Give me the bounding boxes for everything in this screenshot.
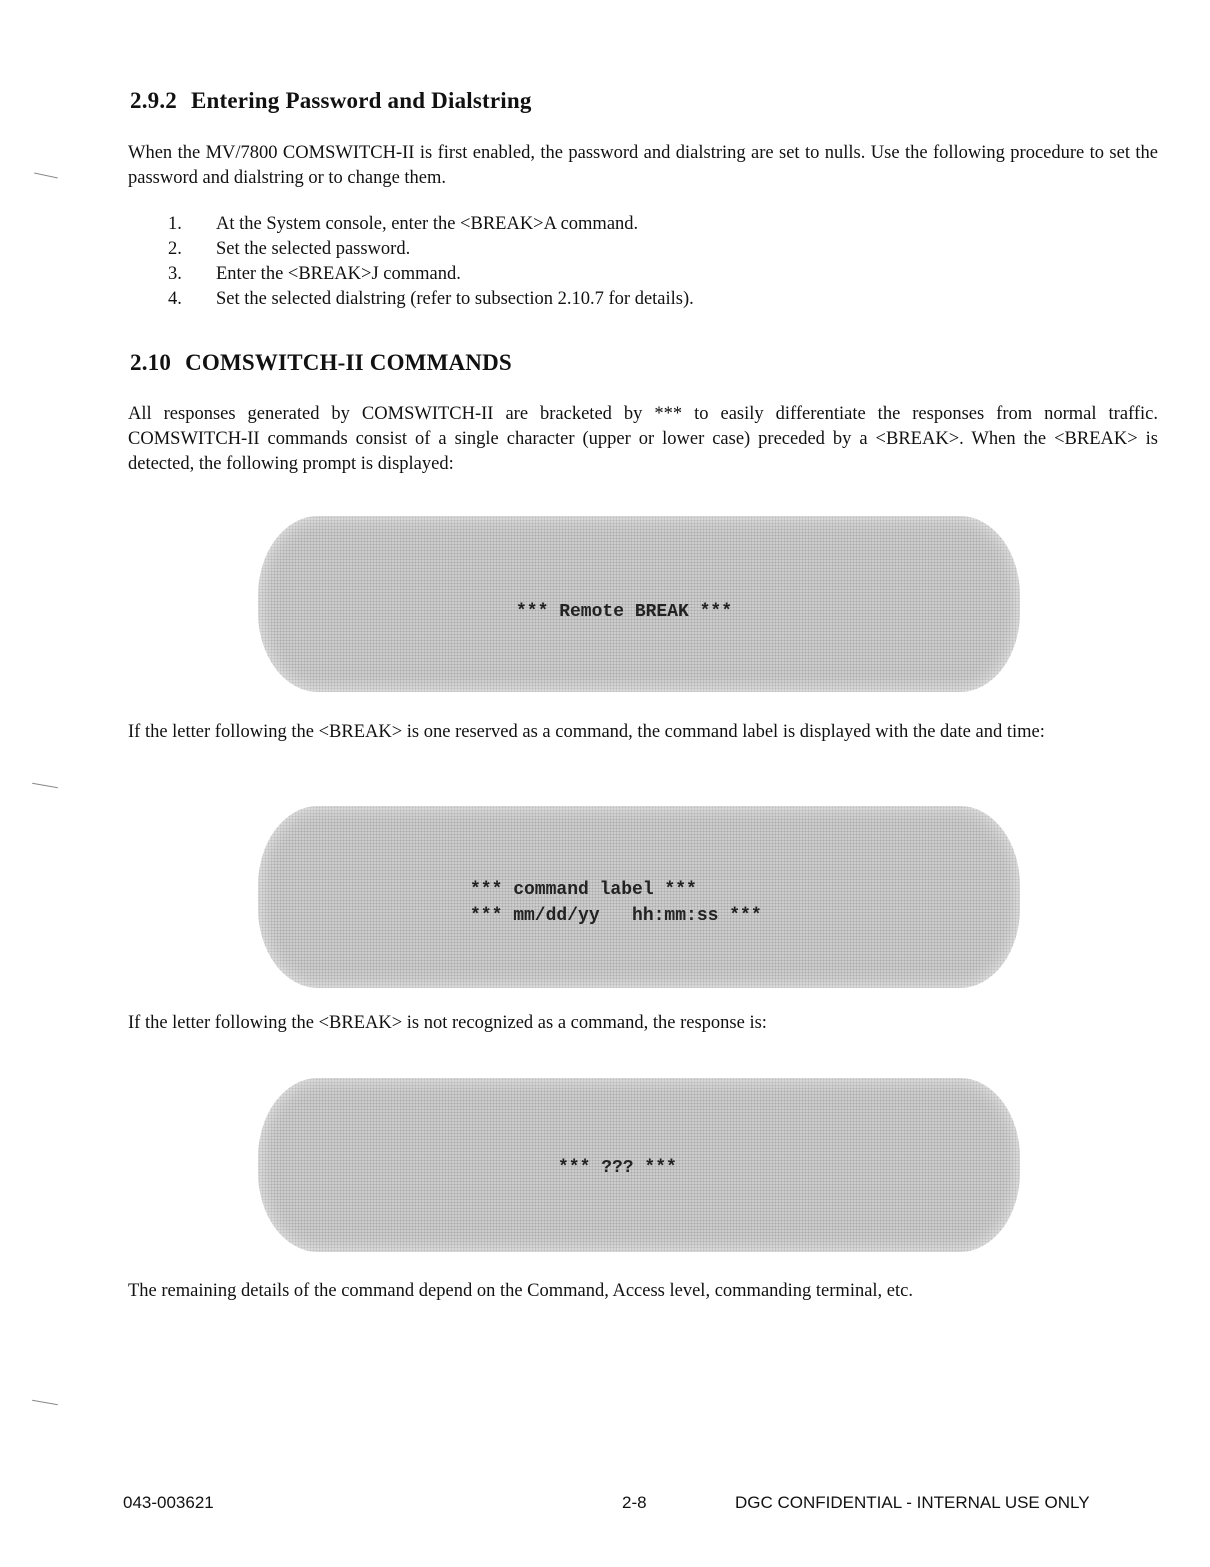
remote-break-prompt-box — [258, 516, 1020, 692]
remote-break-prompt-text: *** Remote BREAK *** — [516, 602, 733, 622]
procedure-step: 1. At the System console, enter the <BREAK>A command. — [168, 214, 639, 234]
document-number: 043-003621 — [123, 1493, 214, 1512]
remaining-details-paragraph: The remaining details of the command depend on the Command, Access level, commanding terminal, etc. — [128, 1281, 913, 1301]
command-label-text: *** command label *** — [470, 880, 697, 900]
date-time-text: *** mm/dd/yy hh:mm:ss *** — [470, 906, 762, 926]
command-label-prompt-box — [258, 806, 1020, 988]
unknown-command-prompt-box — [258, 1078, 1020, 1252]
section-heading-2-9-2 — [130, 88, 532, 114]
scan-margin-mark — [32, 1400, 58, 1405]
procedure-step: 3. Enter the <BREAK>J command. — [168, 264, 461, 284]
scan-margin-mark — [34, 173, 58, 179]
password-intro-paragraph: When the MV/7800 COMSWITCH-II is first enabled, the password and dialstring are set to nulls. Use the following procedure to set the password and dialstring or to change them. — [128, 143, 1158, 188]
procedure-step: 2. Set the selected password. — [168, 239, 411, 259]
section-title: COMSWITCH-II COMMANDS — [185, 350, 512, 375]
page-number: 2-8 — [622, 1493, 647, 1512]
reserved-command-paragraph: If the letter following the <BREAK> is one reserved as a command, the command label is displayed with the date and time: — [128, 722, 1045, 742]
unknown-command-text: *** ??? *** — [558, 1158, 677, 1178]
confidential-notice: DGC CONFIDENTIAL - INTERNAL USE ONLY — [735, 1493, 1090, 1512]
section-title: Entering Password and Dialstring — [191, 88, 532, 113]
commands-intro-paragraph: All responses generated by COMSWITCH-II are bracketed by *** to easily differentiate the responses from normal traffic. COMSWITCH-II commands consist of a single character (upper or lower case) preceded by a <BREAK>. When the <BREAK> is detected, the following prompt is displayed: — [128, 404, 1158, 474]
section-number: 2.9.2 — [130, 88, 177, 113]
section-heading-2-10 — [130, 350, 512, 376]
scan-margin-mark — [32, 783, 58, 788]
procedure-steps — [168, 212, 694, 312]
section-number: 2.10 — [130, 350, 172, 375]
unrecognized-command-paragraph: If the letter following the <BREAK> is not recognized as a command, the response is: — [128, 1013, 767, 1033]
procedure-step: 4. Set the selected dialstring (refer to subsection 2.10.7 for details). — [168, 289, 694, 309]
